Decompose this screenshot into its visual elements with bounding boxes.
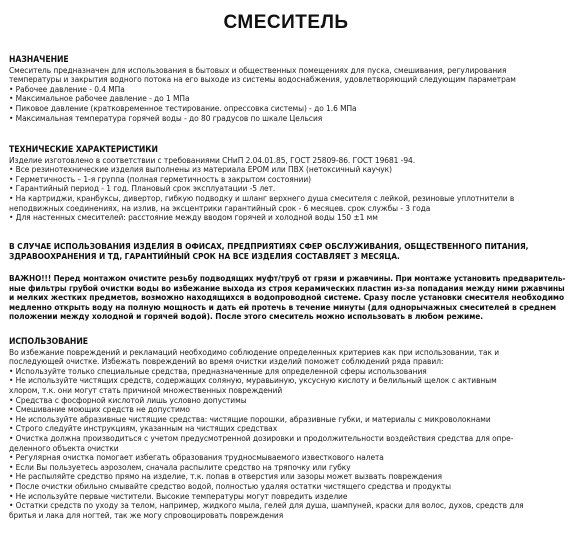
warning-line: ЗДРАВООХРАНЕНИЯ И ТД, ГАРАНТИЙНЫЙ СРОК НА ВСЕ ИЗДЕЛИЯ СОСТАВЛЯЕТ 3 МЕСЯЦА. bbox=[9, 250, 400, 261]
usage-line: • Очистка должна производиться с учетом предусмотренной дозировки и продолжительности воздействия средства для опре- bbox=[9, 432, 514, 443]
usage-line: • Не распыляйте средство прямо на изделие, т.к. попав в отверстия или зазоры может вызвать повреждения bbox=[9, 471, 442, 482]
purpose-line: температуры и закрытия водного потока на его выходе из системы водоснабжения, удовлетворяющий следующим параметрам bbox=[9, 74, 516, 85]
usage-line: бритья и лака для ногтей, так же могу спровоцировать повреждения bbox=[9, 509, 284, 520]
section-heading-purpose: НАЗНАЧЕНИЕ bbox=[9, 55, 69, 65]
section-usage bbox=[9, 338, 565, 520]
usage-line: деленного объекта очистки bbox=[9, 442, 119, 453]
usage-line: • Смешивание моющих средств не допустимо bbox=[9, 404, 190, 415]
specs-line: неподвижных соединениях, на излив, на эксцентрики гарантийный срок - 6 месяцев. срок службы - 3 года bbox=[9, 202, 431, 213]
usage-line: последующей очистке. Избежать повреждений во время очистки изделий поможет соблюдений ряда правил: bbox=[9, 356, 444, 367]
warning-line: В СЛУЧАЕ ИСПОЛЬЗОВАНИЯ ИЗДЕЛИЯ В ОФИСАХ, ПРЕДПРИЯТИЯХ СФЕР ОБСЛУЖИВАНИЯ, ОБЩЕСТВЕННОГО ПИТАНИЯ, bbox=[9, 241, 529, 251]
section-warranty-warning bbox=[9, 242, 565, 261]
section-important bbox=[9, 274, 565, 322]
usage-line: Во избежание повреждений и рекламаций необходимо соблюдение определенных критериев как при использовании, так и bbox=[9, 346, 500, 357]
usage-line: • Если Вы пользуетесь аэрозолем, сначала распылите средство на тряпочку или губку bbox=[9, 461, 351, 472]
usage-line: • Остатки средств по уходу за телом, например, жидкого мыла, гелей для душа, шампуней, краски для волос, духов, средств для bbox=[9, 500, 524, 511]
important-line: положении между холодной и горячей водой). После этого смеситель можно использовать в любом режиме. bbox=[9, 311, 484, 322]
important-label: ВАЖНО!!! bbox=[9, 273, 52, 283]
specs-line: • Гарантийный период - 1 год. Плановый срок эксплуатации -5 лет. bbox=[9, 183, 276, 194]
usage-line: • После очистки обильно смывайте средство водой, полностью удаляя остатки чистящего средства и продукты bbox=[9, 480, 452, 491]
page-title: СМЕСИТЕЛЬ bbox=[223, 12, 349, 33]
section-purpose bbox=[9, 56, 565, 123]
important-line: ные фильтры грубой очистки воды во избежание выхода из строя керамических пластин из-за попадания между ними ржавчины bbox=[9, 282, 565, 293]
usage-line: хлором, т.к. они могут стать причиной множественных повреждений bbox=[9, 384, 283, 395]
important-first-line: Перед монтажом очистите резьбу подводящих муфт/труб от грязи и ржавчины. При монтаже установить предваритель- bbox=[51, 273, 566, 283]
usage-line: • Строго следуйте инструкциям, указанным на чистящих средствах bbox=[9, 423, 278, 434]
usage-line: • Регулярная очистка помогает избегать образования трудносмываемого известкового налета bbox=[9, 452, 384, 463]
usage-line: • Не используйте абразивные чистящие средства: чистящие порошки, абразивные губки, и материалы с микроволокнами bbox=[9, 413, 491, 424]
important-line: медленно открыть воду на полную мощность и дать ей протечь в течение минуты (для однорычажных смесителей в среднем bbox=[9, 301, 557, 312]
usage-line: • Не используйте первые чистители. Высокие температуры могут повредить изделие bbox=[9, 490, 348, 501]
usage-line: • Средства с фосфорной кислотой лишь условно допустимы bbox=[9, 394, 247, 405]
section-heading-usage: ИСПОЛЬЗОВАНИЕ bbox=[9, 337, 89, 347]
purpose-line: • Рабочее давление - 0.4 МПа bbox=[9, 83, 125, 94]
specs-line: • Все резинотехнические изделия выполнены из материала EPOM или ПВХ (нетоксичный каучук) bbox=[9, 164, 392, 175]
specs-line: Изделие изготовлено в соответствии с требованиями СНиП 2.04.01.85, ГОСТ 25809-86. ГОСТ 19681 -94. bbox=[9, 154, 416, 165]
important-line: и мелких жестких предметов, возможно находящихся в водопроводной системе. Сразу после установки смесителя необходимо bbox=[9, 292, 565, 303]
section-specs bbox=[9, 146, 565, 223]
specs-line: • Для настенных смесителей: расстояние между вводом горячей и холодной воды 150 ±1 мм bbox=[9, 212, 378, 223]
specs-line: • На картриджи, кранбуксы, дивертор, гибкую подводку и шланг верхнего душа смесителя с лейкой, резиновые уплотнители в bbox=[9, 192, 515, 203]
purpose-line: Смеситель предназначен для использования в бытовых и общественных помещениях для пуска, смешивания, регулирования bbox=[9, 64, 507, 75]
purpose-line: • Максимальное рабочее давление - до 1 МПа bbox=[9, 93, 190, 104]
purpose-line: • Максимальная температура горячей воды - до 80 градусов по шкале Цельсия bbox=[9, 112, 323, 123]
purpose-line: • Пиковое давление (кратковременное тестирование. опрессовка системы) - до 1.6 МПа bbox=[9, 102, 357, 113]
usage-line: • Не используйте чистящих средств, содержащих соляную, муравьиную, уксусную кислоту и белильный щелок с активным bbox=[9, 375, 497, 386]
usage-line: • Используйте только специальные средства, предназначенные для определенной сферы использования bbox=[9, 365, 427, 376]
specs-line: • Герметичность – 1-я группа (полная герметичность в закрытом состоянии) bbox=[9, 173, 311, 184]
section-heading-specs: ТЕХНИЧЕСКИЕ ХАРАКТЕРИСТИКИ bbox=[9, 145, 158, 155]
